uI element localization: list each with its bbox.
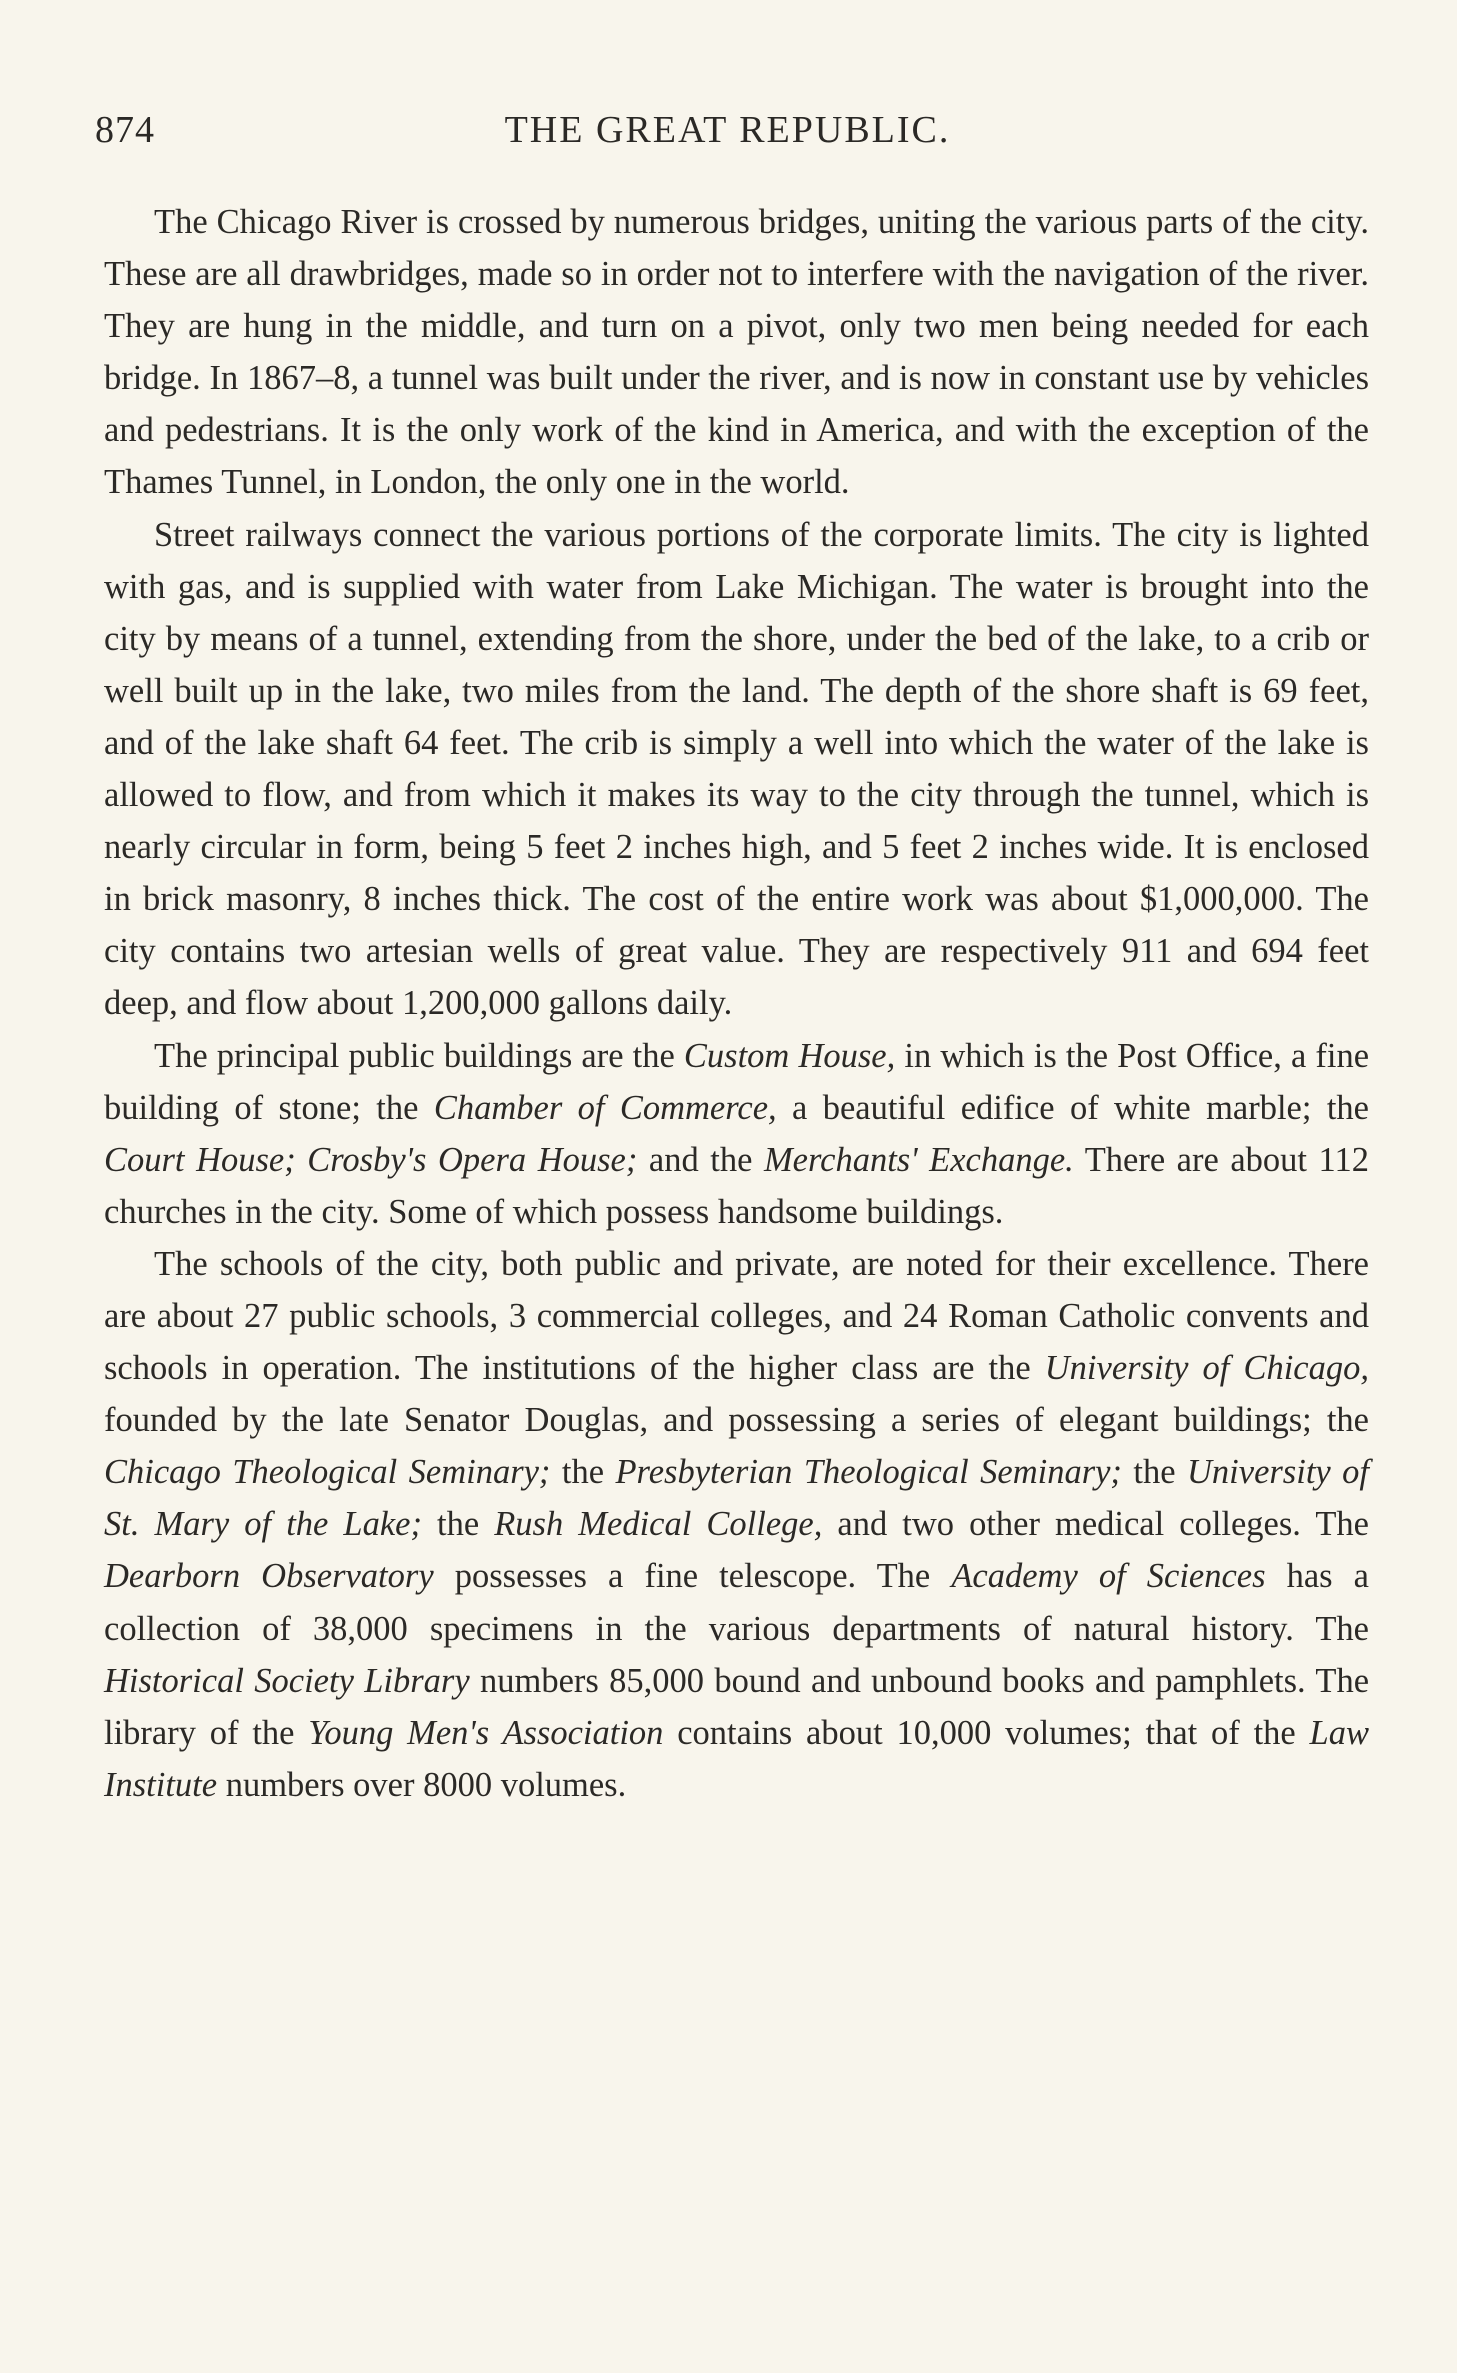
text-run: a beautiful edifice of white marble; the [776, 1088, 1369, 1127]
body-text [104, 196, 1369, 1811]
text-run: The principal public buildings are the [154, 1036, 684, 1075]
emphasis: Custom House, [683, 1036, 896, 1075]
paragraph-water-supply: Street railways connect the various portions of the corporate limits. The city is lighted with gas, and is supplied with water from Lake Michigan. The water is brought into the city by means of a tunnel, extending from the shore, under the bed of the lake, to a crib or well built up in the lake, two miles from the land. The depth of the shore shaft is 69 feet, and of the lake shaft 64 feet. The crib is simply a well into which the water of the lake is allowed to flow, and from which it makes its way to the city through the tunnel, which is nearly circular in form, being 5 feet 2 inches high, and 5 feet 2 inches wide. It is enclosed in brick masonry, 8 inches thick. The cost of the entire work was about $1,000,000. The city contains two artesian wells of great value. They are respectively 911 and 694 feet deep, and flow about 1,200,000 gallons daily. [104, 515, 1369, 1023]
paragraph-bridges: The Chicago River is crossed by numerous bridges, uniting the various parts of the city. These are all drawbridges, made so in order not to interfere with the navigation of the river. They are hung in the middle, and turn on a pivot, only two men being needed for each bridge. In 1867–8, a tunnel was built under the river, and is now in constant use by vehicles and pedestrians. It is the only work of the kind in America, and with the exception of the Thames Tunnel, in London, the only one in the world. [104, 203, 1369, 502]
emphasis: Rush Medical College, [494, 1505, 823, 1544]
emphasis: Historical Society Library [104, 1661, 470, 1700]
emphasis: University of St. Mary of the Lake; [104, 1453, 1369, 1544]
paragraph-public-buildings [104, 1030, 1369, 1238]
paragraph-schools [104, 1238, 1369, 1811]
text-run: has a collection of 38,000 specimens in the various departments of natural history. The [104, 1557, 1369, 1648]
emphasis: Chamber of Commerce, [433, 1088, 777, 1127]
text-run: founded by the late Senator Douglas, and possessing a series of elegant buildings; the [104, 1401, 1369, 1440]
emphasis: Young Men's Association [308, 1713, 664, 1752]
emphasis: Dearborn Observatory [104, 1557, 434, 1596]
page-number: 874 [95, 109, 155, 151]
text-run: the [550, 1453, 616, 1492]
emphasis: Academy of Sciences [951, 1557, 1266, 1596]
text-run: contains about 10,000 volumes; that of the [663, 1713, 1310, 1752]
text-run: The schools of the city, both public and private, are noted for their excellence. There are about 27 public schools, 3 commercial colleges, and 24 Roman Catholic convents and schools in operation. The institutions of the higher class are the [104, 1244, 1369, 1388]
emphasis: Chicago Theological Seminary; [104, 1453, 551, 1492]
emphasis: Law Institute [104, 1713, 1369, 1804]
text-run: and two other medical colleges. The [822, 1505, 1369, 1544]
text-run: the [421, 1505, 495, 1544]
text-run: possesses a fine telescope. The [433, 1557, 952, 1596]
running-title: THE GREAT REPUBLIC. [504, 109, 951, 151]
text-run: the [1121, 1453, 1187, 1492]
emphasis: Presbyterian Theological Seminary; [615, 1453, 1122, 1492]
text-run: and the [637, 1140, 764, 1179]
emphasis: University of Chicago, [1044, 1349, 1369, 1388]
text-run: numbers over 8000 volumes. [217, 1765, 627, 1804]
emphasis: Merchants' Exchange. [763, 1140, 1074, 1179]
emphasis: Court House; Crosby's Opera House; [104, 1140, 638, 1179]
page-header [95, 108, 1360, 168]
text-run: numbers 85,000 bound and unbound books and pamphlets. The library of the [104, 1661, 1370, 1752]
text-run: in which is the Post Office, a fine building of stone; the [104, 1036, 1370, 1127]
text-run: There are about 112 churches in the city. Some of which possess handsome buildings. [104, 1140, 1369, 1231]
